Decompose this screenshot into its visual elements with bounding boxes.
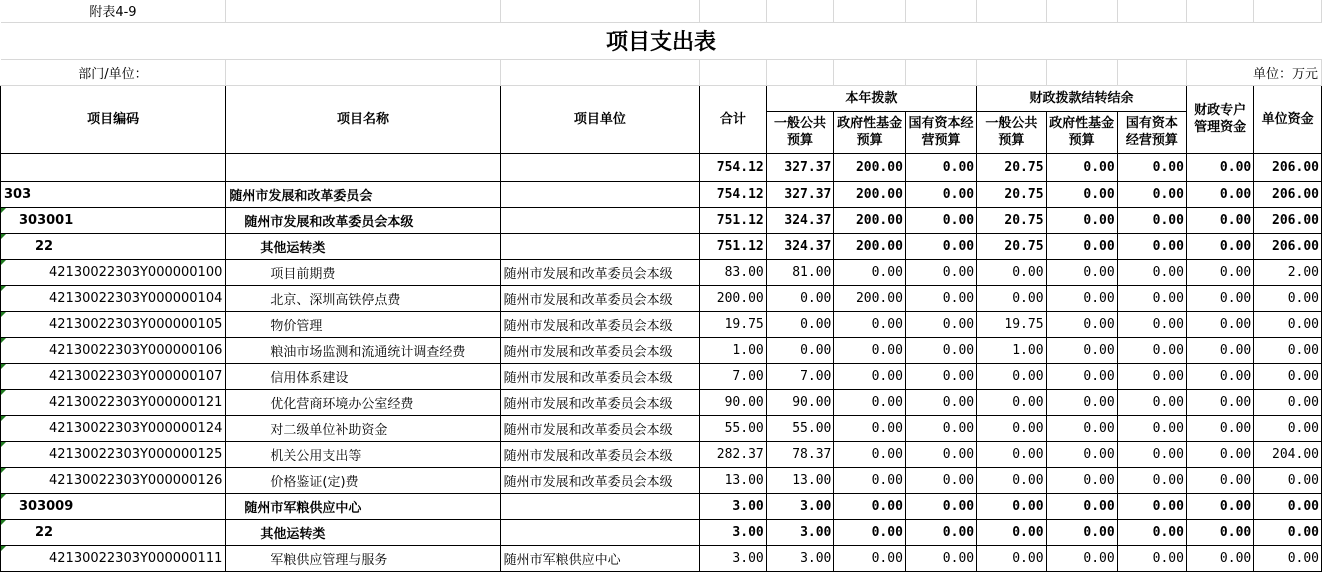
- cell-value[interactable]: 0.00: [905, 467, 976, 493]
- cell-value[interactable]: 0.00: [1117, 207, 1186, 233]
- cell-value[interactable]: 0.00: [1117, 545, 1186, 571]
- cell-value[interactable]: 0.00: [1117, 181, 1186, 207]
- cell-value[interactable]: 1.00: [977, 337, 1046, 363]
- cell-unit[interactable]: [500, 233, 699, 259]
- cell-value[interactable]: 751.12: [700, 207, 767, 233]
- cell-value[interactable]: 0.00: [834, 415, 906, 441]
- cell-value[interactable]: 0.00: [1046, 441, 1117, 467]
- cell-code[interactable]: 42130022303Y000000121: [1, 389, 226, 415]
- cell-value[interactable]: 327.37: [766, 153, 834, 181]
- cell-value[interactable]: 200.00: [834, 207, 906, 233]
- cell-code[interactable]: 42130022303Y000000126: [1, 467, 226, 493]
- table-row: [1, 415, 1322, 441]
- cell-name[interactable]: 机关公用支出等: [226, 441, 500, 467]
- cell-name[interactable]: 优化营商环境办公室经费: [226, 389, 500, 415]
- cell-value[interactable]: 0.00: [1254, 493, 1322, 519]
- cell-value[interactable]: 0.00: [1117, 285, 1186, 311]
- header-unit: 项目单位: [500, 85, 699, 153]
- cell-value[interactable]: 0.00: [905, 311, 976, 337]
- header-carryover-general: 一般公共预算: [977, 111, 1046, 153]
- cell-value[interactable]: 0.00: [834, 519, 906, 545]
- table-row: [1, 441, 1322, 467]
- table-row: [1, 467, 1322, 493]
- header-special-account: 财政专户管理资金: [1186, 85, 1253, 153]
- cell-value[interactable]: 20.75: [977, 153, 1046, 181]
- cell-value[interactable]: 0.00: [766, 285, 834, 311]
- cell-value[interactable]: 0.00: [977, 389, 1046, 415]
- cell-name[interactable]: 对二级单位补助资金: [226, 415, 500, 441]
- cell-value[interactable]: 0.00: [1046, 467, 1117, 493]
- cell-value[interactable]: 55.00: [766, 415, 834, 441]
- cell-value[interactable]: 0.00: [1117, 153, 1186, 181]
- cell-value[interactable]: 3.00: [700, 493, 767, 519]
- cell-value[interactable]: 0.00: [905, 259, 976, 285]
- cell-value[interactable]: 0.00: [1046, 285, 1117, 311]
- appendix-label: 附表4-9: [1, 0, 226, 22]
- cell-name[interactable]: 其他运转类: [226, 519, 500, 545]
- cell-value[interactable]: 0.00: [905, 181, 976, 207]
- cell-value[interactable]: 0.00: [905, 389, 976, 415]
- cell-name[interactable]: 价格鉴证(定)费: [226, 467, 500, 493]
- cell-value[interactable]: 200.00: [834, 153, 906, 181]
- header-code: 项目编码: [1, 85, 226, 153]
- cell-value[interactable]: 19.75: [977, 311, 1046, 337]
- page-title: 项目支出表: [1, 22, 1322, 59]
- cell-code[interactable]: 42130022303Y000000106: [1, 337, 226, 363]
- cell-value[interactable]: 0.00: [1254, 285, 1322, 311]
- cell-value[interactable]: 0.00: [1186, 181, 1253, 207]
- cell-value[interactable]: 0.00: [834, 467, 906, 493]
- cell-value[interactable]: 0.00: [1186, 363, 1253, 389]
- cell-value[interactable]: 0.00: [1117, 415, 1186, 441]
- cell-value[interactable]: 0.00: [1117, 519, 1186, 545]
- cell-name[interactable]: [226, 153, 500, 181]
- cell-value[interactable]: 0.00: [977, 285, 1046, 311]
- cell-value[interactable]: 90.00: [766, 389, 834, 415]
- cell-value[interactable]: 0.00: [977, 363, 1046, 389]
- cell-code[interactable]: 303001: [1, 207, 226, 233]
- cell-value[interactable]: 0.00: [1186, 467, 1253, 493]
- cell-value[interactable]: 0.00: [1046, 519, 1117, 545]
- cell-value[interactable]: 19.75: [700, 311, 767, 337]
- cell-code[interactable]: 42130022303Y000000104: [1, 285, 226, 311]
- cell-value[interactable]: 0.00: [834, 493, 906, 519]
- cell-unit[interactable]: 随州市发展和改革委员会本级: [500, 259, 699, 285]
- cell-value[interactable]: 0.00: [1186, 415, 1253, 441]
- cell-value[interactable]: 754.12: [700, 181, 767, 207]
- cell-code[interactable]: 42130022303Y000000111: [1, 545, 226, 571]
- cell-value[interactable]: 0.00: [834, 545, 906, 571]
- table-row: [1, 311, 1322, 337]
- cell-code[interactable]: 42130022303Y000000105: [1, 311, 226, 337]
- table-row: [1, 181, 1322, 207]
- cell-name[interactable]: 军粮供应管理与服务: [226, 545, 500, 571]
- cell-value[interactable]: 0.00: [1046, 259, 1117, 285]
- cell-value[interactable]: 0.00: [1046, 181, 1117, 207]
- header-general: 一般公共预算: [766, 111, 834, 153]
- unit-label: 单位：万元: [1186, 59, 1321, 85]
- cell-value[interactable]: 0.00: [1046, 311, 1117, 337]
- cell-value[interactable]: 0.00: [1254, 363, 1322, 389]
- cell-value[interactable]: 200.00: [700, 285, 767, 311]
- table-row: [1, 153, 1322, 181]
- cell-value[interactable]: 81.00: [766, 259, 834, 285]
- cell-value[interactable]: 0.00: [977, 467, 1046, 493]
- cell-value[interactable]: 0.00: [1254, 311, 1322, 337]
- cell-value[interactable]: 0.00: [1186, 259, 1253, 285]
- cell-value[interactable]: 282.37: [700, 441, 767, 467]
- cell-value[interactable]: 0.00: [905, 285, 976, 311]
- cell-code[interactable]: 22: [1, 233, 226, 259]
- cell-value[interactable]: 0.00: [1186, 207, 1253, 233]
- cell-unit[interactable]: 随州市发展和改革委员会本级: [500, 337, 699, 363]
- cell-value[interactable]: 1.00: [700, 337, 767, 363]
- cell-name[interactable]: 信用体系建设: [226, 363, 500, 389]
- cell-unit[interactable]: [500, 493, 699, 519]
- cell-value[interactable]: 0.00: [1117, 363, 1186, 389]
- cell-value[interactable]: 204.00: [1254, 441, 1322, 467]
- cell-value[interactable]: 0.00: [1117, 337, 1186, 363]
- cell-value[interactable]: 3.00: [766, 493, 834, 519]
- cell-value[interactable]: 0.00: [1046, 389, 1117, 415]
- cell-value[interactable]: 206.00: [1254, 233, 1322, 259]
- cell-value[interactable]: 13.00: [700, 467, 767, 493]
- cell-value[interactable]: 3.00: [766, 519, 834, 545]
- table-row: [1, 545, 1322, 571]
- cell-value[interactable]: 0.00: [1046, 207, 1117, 233]
- cell-value[interactable]: 0.00: [1186, 153, 1253, 181]
- cell-value[interactable]: 78.37: [766, 441, 834, 467]
- cell-value[interactable]: 0.00: [1186, 545, 1253, 571]
- cell-value[interactable]: 0.00: [1186, 441, 1253, 467]
- dept-label: 部门/单位：: [1, 59, 226, 85]
- cell-value[interactable]: 0.00: [977, 519, 1046, 545]
- cell-value[interactable]: 0.00: [766, 337, 834, 363]
- cell-value[interactable]: 206.00: [1254, 153, 1322, 181]
- cell-value[interactable]: 0.00: [977, 493, 1046, 519]
- cell-value[interactable]: 0.00: [1117, 467, 1186, 493]
- cell-value[interactable]: 0.00: [1046, 493, 1117, 519]
- cell-value[interactable]: 13.00: [766, 467, 834, 493]
- cell-value[interactable]: 0.00: [977, 259, 1046, 285]
- cell-value[interactable]: 7.00: [766, 363, 834, 389]
- cell-value[interactable]: 0.00: [905, 519, 976, 545]
- cell-value[interactable]: 324.37: [766, 207, 834, 233]
- cell-value[interactable]: 0.00: [1046, 233, 1117, 259]
- cell-code[interactable]: 42130022303Y000000125: [1, 441, 226, 467]
- header-unit-funds: 单位资金: [1254, 85, 1322, 153]
- cell-code[interactable]: 42130022303Y000000100: [1, 259, 226, 285]
- cell-value[interactable]: 0.00: [905, 337, 976, 363]
- cell-value[interactable]: 0.00: [905, 493, 976, 519]
- cell-value[interactable]: 0.00: [1186, 519, 1253, 545]
- cell-code[interactable]: 42130022303Y000000124: [1, 415, 226, 441]
- cell-value[interactable]: 55.00: [700, 415, 767, 441]
- cell-value[interactable]: 20.75: [977, 207, 1046, 233]
- cell-value[interactable]: 0.00: [1254, 415, 1322, 441]
- header-carryover-fund: 政府性基金预算: [1046, 111, 1117, 153]
- cell-value[interactable]: 0.00: [1046, 337, 1117, 363]
- cell-value[interactable]: 0.00: [834, 441, 906, 467]
- cell-unit[interactable]: 随州市发展和改革委员会本级: [500, 415, 699, 441]
- cell-value[interactable]: 0.00: [1117, 389, 1186, 415]
- cell-unit[interactable]: 随州市发展和改革委员会本级: [500, 311, 699, 337]
- cell-value[interactable]: 20.75: [977, 181, 1046, 207]
- cell-value[interactable]: 0.00: [1117, 493, 1186, 519]
- cell-value[interactable]: 0.00: [834, 363, 906, 389]
- cell-code[interactable]: 22: [1, 519, 226, 545]
- cell-value[interactable]: 0.00: [977, 545, 1046, 571]
- cell-value[interactable]: 20.75: [977, 233, 1046, 259]
- cell-value[interactable]: 754.12: [700, 153, 767, 181]
- cell-value[interactable]: 0.00: [905, 153, 976, 181]
- cell-value[interactable]: 0.00: [1046, 363, 1117, 389]
- cell-value[interactable]: 0.00: [766, 311, 834, 337]
- cell-unit[interactable]: 随州市军粮供应中心: [500, 545, 699, 571]
- header-carryover: 财政拨款结转结余: [977, 85, 1187, 111]
- cell-value[interactable]: 3.00: [700, 519, 767, 545]
- cell-value[interactable]: 7.00: [700, 363, 767, 389]
- table-row: [1, 389, 1322, 415]
- table-row: [1, 493, 1322, 519]
- cell-value[interactable]: 3.00: [766, 545, 834, 571]
- header-name: 项目名称: [226, 85, 500, 153]
- cell-name[interactable]: 其他运转类: [226, 233, 500, 259]
- cell-name[interactable]: 北京、深圳高铁停点费: [226, 285, 500, 311]
- cell-name[interactable]: 随州市发展和改革委员会: [226, 181, 500, 207]
- cell-value[interactable]: 0.00: [1254, 545, 1322, 571]
- cell-value[interactable]: 0.00: [834, 389, 906, 415]
- header-carryover-state-capital: 国有资本经营预算: [1117, 111, 1186, 153]
- cell-value[interactable]: 2.00: [1254, 259, 1322, 285]
- cell-value[interactable]: 324.37: [766, 233, 834, 259]
- cell-name[interactable]: 随州市发展和改革委员会本级: [226, 207, 500, 233]
- cell-name[interactable]: 物价管理: [226, 311, 500, 337]
- cell-value[interactable]: 0.00: [1117, 441, 1186, 467]
- table-row: [1, 207, 1322, 233]
- header-state-capital: 国有资本经营预算: [905, 111, 976, 153]
- table-row: [1, 519, 1322, 545]
- cell-value[interactable]: 0.00: [977, 441, 1046, 467]
- table-row: [1, 285, 1322, 311]
- cell-unit[interactable]: [500, 207, 699, 233]
- header-fund: 政府性基金预算: [834, 111, 906, 153]
- cell-name[interactable]: 随州市军粮供应中心: [226, 493, 500, 519]
- cell-value[interactable]: 83.00: [700, 259, 767, 285]
- cell-value[interactable]: 206.00: [1254, 207, 1322, 233]
- cell-value[interactable]: 0.00: [905, 363, 976, 389]
- table-row: [1, 363, 1322, 389]
- cell-value[interactable]: 0.00: [1254, 389, 1322, 415]
- header-current-year: 本年拨款: [766, 85, 976, 111]
- cell-value[interactable]: 0.00: [1186, 493, 1253, 519]
- header-total: 合计: [700, 85, 767, 153]
- cell-value[interactable]: 0.00: [1046, 415, 1117, 441]
- cell-value[interactable]: 0.00: [1117, 259, 1186, 285]
- cell-value[interactable]: 0.00: [1254, 337, 1322, 363]
- cell-value[interactable]: 0.00: [834, 337, 906, 363]
- cell-value[interactable]: 0.00: [1046, 545, 1117, 571]
- cell-value[interactable]: 0.00: [1186, 285, 1253, 311]
- cell-value[interactable]: 200.00: [834, 181, 906, 207]
- cell-code[interactable]: 42130022303Y000000107: [1, 363, 226, 389]
- cell-value[interactable]: 751.12: [700, 233, 767, 259]
- cell-value[interactable]: 0.00: [1186, 311, 1253, 337]
- cell-value[interactable]: 0.00: [1254, 519, 1322, 545]
- cell-value[interactable]: 0.00: [905, 233, 976, 259]
- table-row: [1, 233, 1322, 259]
- cell-name[interactable]: 项目前期费: [226, 259, 500, 285]
- cell-unit[interactable]: [500, 519, 699, 545]
- cell-value[interactable]: 3.00: [700, 545, 767, 571]
- cell-unit[interactable]: 随州市发展和改革委员会本级: [500, 467, 699, 493]
- cell-value[interactable]: 327.37: [766, 181, 834, 207]
- cell-unit[interactable]: 随州市发展和改革委员会本级: [500, 363, 699, 389]
- cell-value[interactable]: 0.00: [834, 259, 906, 285]
- cell-unit[interactable]: 随州市发展和改革委员会本级: [500, 285, 699, 311]
- cell-value[interactable]: 0.00: [905, 415, 976, 441]
- cell-value[interactable]: 206.00: [1254, 181, 1322, 207]
- cell-code[interactable]: 303: [1, 181, 226, 207]
- cell-value[interactable]: 0.00: [1186, 233, 1253, 259]
- cell-value[interactable]: 0.00: [1046, 153, 1117, 181]
- cell-value[interactable]: 0.00: [1254, 467, 1322, 493]
- cell-value[interactable]: 0.00: [905, 545, 976, 571]
- cell-value[interactable]: 0.00: [1186, 389, 1253, 415]
- cell-value[interactable]: 0.00: [1117, 311, 1186, 337]
- cell-value[interactable]: 90.00: [700, 389, 767, 415]
- cell-value[interactable]: 0.00: [905, 441, 976, 467]
- cell-unit[interactable]: 随州市发展和改革委员会本级: [500, 389, 699, 415]
- cell-value[interactable]: 200.00: [834, 285, 906, 311]
- cell-value[interactable]: 0.00: [905, 207, 976, 233]
- cell-value[interactable]: 200.00: [834, 233, 906, 259]
- cell-value[interactable]: 0.00: [834, 311, 906, 337]
- cell-unit[interactable]: [500, 181, 699, 207]
- cell-value[interactable]: 0.00: [1186, 337, 1253, 363]
- cell-code[interactable]: 303009: [1, 493, 226, 519]
- cell-unit[interactable]: 随州市发展和改革委员会本级: [500, 441, 699, 467]
- cell-value[interactable]: 0.00: [1117, 233, 1186, 259]
- cell-value[interactable]: 0.00: [977, 415, 1046, 441]
- cell-unit[interactable]: [500, 153, 699, 181]
- table-row: [1, 259, 1322, 285]
- cell-name[interactable]: 粮油市场监测和流通统计调查经费: [226, 337, 500, 363]
- cell-code[interactable]: [1, 153, 226, 181]
- table-row: [1, 337, 1322, 363]
